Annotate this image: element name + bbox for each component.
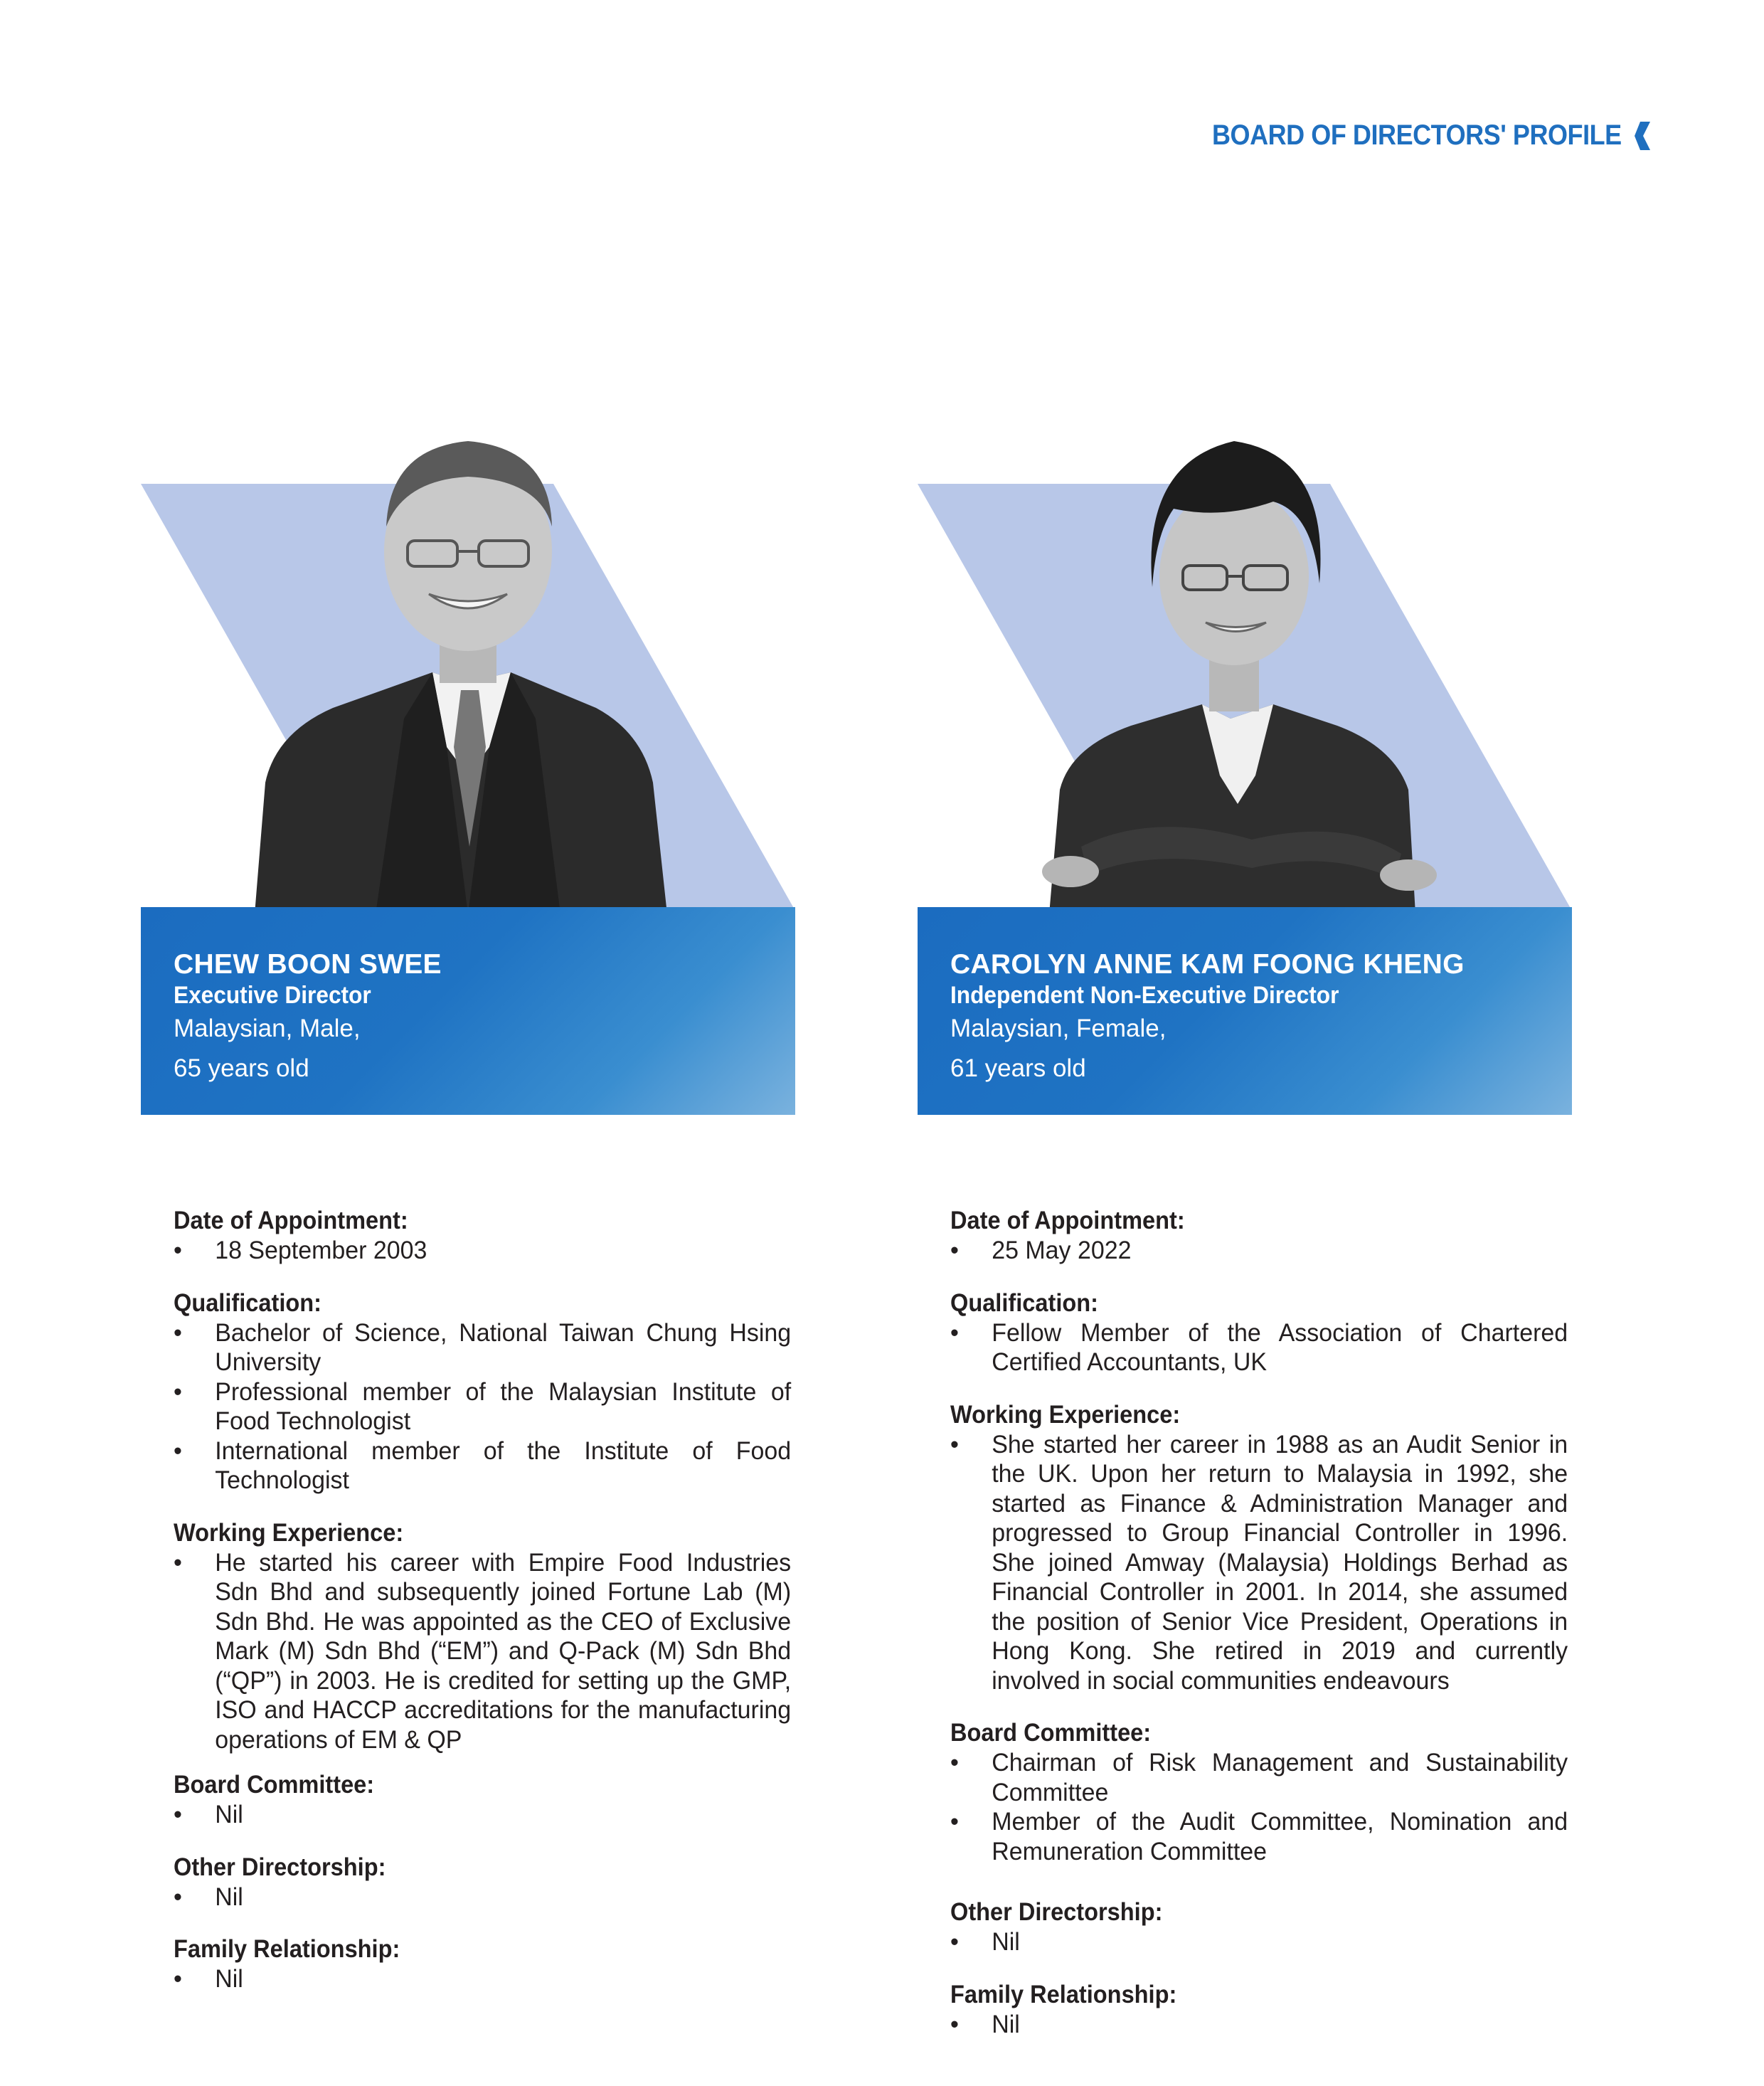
list-item: • He started his career with Empire Food Industries Sdn Bhd and subsequently joined Fortune Lab (M) Sdn Bhd. He was appointed as the CEO of Exclusive Mark (M) Sdn Bhd (“EM”) and Q-Pack (M) Sdn Bhd (“QP”) in 2003. He is credited for setting up the GMP, ISO and HACCP accreditations for the manufacturing operations of EM & QP: [174, 1548, 791, 1755]
list-item: • Professional member of the Malaysian Institute of Food Technologist: [174, 1377, 791, 1436]
section-title-committee: Board Committee:: [174, 1771, 375, 1799]
chevron-left-icon: [1635, 122, 1650, 150]
section-title-committee: Board Committee:: [950, 1719, 1152, 1747]
other-directorship-list: [950, 1927, 1587, 1957]
list-item: • Nil: [174, 1964, 791, 1994]
list-item: • She started her career in 1988 as an Audit Senior in the UK. Upon her return to Malaysia in 1992, she started as Finance & Administration Manager and progressed to Group Financial Controller in 1996. She joined Amway (Malaysia) Holdings Berhad as Financial Controller in 2001. In 2014, she assumed the position of Senior Vice President, Operations in Hong Kong. She retired in 2019 and currently involved in social communities endeavours: [950, 1430, 1568, 1696]
section-title-experience: Working Experience:: [950, 1400, 1181, 1429]
director-age: 61 years old: [950, 1054, 1086, 1082]
experience-list: [174, 1548, 810, 1755]
qualification-list: [950, 1318, 1587, 1377]
director-role: Executive Director: [174, 981, 371, 1009]
section-title-family: Family Relationship:: [174, 1935, 400, 1963]
committee-list: [950, 1748, 1587, 1866]
director-demographic: Malaysian, Male,: [174, 1015, 361, 1043]
family-list: [174, 1964, 810, 1994]
director-photo-area: [918, 349, 1586, 1117]
director-name: CHEW BOON SWEE: [174, 949, 442, 980]
director-profile-chew: [141, 0, 809, 2086]
list-item: • Nil: [950, 1927, 1568, 1957]
section-title-other-directorship: Other Directorship:: [950, 1898, 1163, 1926]
list-item: • Bachelor of Science, National Taiwan Chung Hsing University: [174, 1318, 791, 1377]
director-details: [950, 1206, 1587, 2039]
list-item: • Nil: [174, 1800, 791, 1830]
appointment-list: [950, 1236, 1587, 1266]
other-directorship-list: [174, 1883, 810, 1912]
name-banner: [141, 907, 795, 1115]
experience-list: [950, 1430, 1587, 1696]
list-item: • 18 September 2003: [174, 1236, 791, 1266]
section-title-appointment: Date of Appointment:: [174, 1207, 408, 1234]
list-item: • International member of the Institute of Food Technologist: [174, 1436, 791, 1495]
section-title-family: Family Relationship:: [950, 1980, 1177, 2008]
director-photo-area: [141, 349, 809, 1117]
director-details: [174, 1206, 810, 1994]
name-banner: [918, 907, 1572, 1115]
appointment-list: [174, 1236, 810, 1266]
list-item: • Nil: [174, 1883, 791, 1912]
list-item: • Member of the Audit Committee, Nomination and Remuneration Committee: [950, 1807, 1568, 1866]
director-demographic: Malaysian, Female,: [950, 1015, 1167, 1043]
section-title-experience: Working Experience:: [174, 1518, 404, 1547]
director-age: 65 years old: [174, 1054, 309, 1082]
section-title-qualification: Qualification:: [174, 1288, 322, 1317]
page-title: BOARD OF DIRECTORS' PROFILE: [1212, 120, 1622, 151]
qualification-list: [174, 1318, 810, 1495]
list-item: • Chairman of Risk Management and Sustainability Committee: [950, 1748, 1568, 1807]
list-item: • Nil: [950, 2010, 1568, 2040]
section-title-qualification: Qualification:: [950, 1288, 1098, 1317]
director-role: Independent Non-Executive Director: [950, 981, 1339, 1009]
list-item: • Fellow Member of the Association of Chartered Certified Accountants, UK: [950, 1318, 1568, 1377]
director-name: CAROLYN ANNE KAM FOONG KHENG: [950, 949, 1465, 980]
section-title-appointment: Date of Appointment:: [950, 1207, 1185, 1234]
family-list: [950, 2010, 1587, 2040]
director-profile-carolyn: [918, 0, 1586, 2086]
list-item: • 25 May 2022: [950, 1236, 1568, 1266]
committee-list: [174, 1800, 810, 1830]
section-title-other-directorship: Other Directorship:: [174, 1853, 386, 1881]
